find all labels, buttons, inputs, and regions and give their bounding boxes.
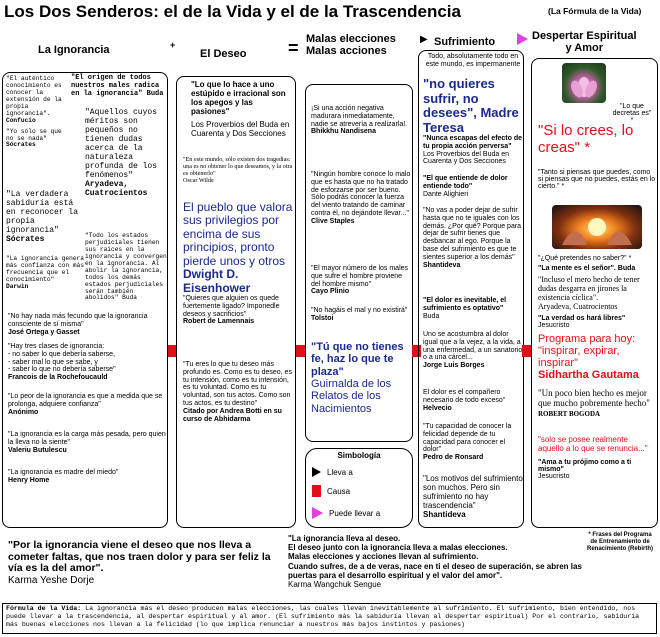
quote-buda-origen: "El origen de todos nuestros males radica en la ignorancia" Buda [71,74,164,98]
quote-home: "La ignorancia es madre del miedo" Henry Home [8,469,119,484]
legend-title: Simbología [337,451,381,460]
quote-aryadeva: "Aquellos cuyos méritos son pequeños no tienen dudas acerca de la naturaleza profunda de los fenómenos" Aryadeva, Cuatrocientos [85,108,158,198]
quote-crees-creas: "Si lo crees, lo creas" * [538,122,634,156]
legend-row-puede [312,507,380,519]
quote-tolstoi: "No hagáis el mal y no existirá" Tolstoi [311,307,408,322]
quote-mente: "La mente es el señor". Buda [538,265,636,272]
quote-proverbios-perversa: "Nunca escapas del efecto de tu propia acción perversa" Los Proverbios del Buda en Cuarenta y Dos Secciones [423,135,523,166]
lotus-image [562,63,606,103]
triangle-icon [517,33,528,45]
quote-nandisena: ¡Si una acción negativa madurara inmediatamente, nadie se atrevería a realizarla!. Bhikkhu Nandisena [311,105,408,136]
arrow-icon [312,467,321,477]
quote-botti: "Tu eres lo que tu deseo más profundo es. Como es tu deseo, es tu intensión, como es tu intensión, es tu voluntad. Como es tu voluntad, son tus actos. Como son tus actos, es tu destino" Citado por Andrea Botti en su curso de Abhidarma [183,361,292,423]
quote-ama: "Ama a tu prójimo como a ti mismo" Jesucristo [538,459,632,480]
page-subtitle: (La Fórmula de la Vida) [548,6,642,16]
quote-bogoda: "Un poco bien hecho es mejor que mucho pobremente hecho" ROBERT BOGODA [538,388,650,418]
quote-confucio: "El auténtico conocimiento es conocer la extensión de la propia ignorancia". Confucio "Yo sólo se que no se nada" Sócrates [6,75,62,149]
bottom-note: * Frases del Programa de Entrenamiento de Renacimiento (Rebirth) [586,532,653,552]
connector-2 [296,345,305,357]
quote-dante: "El que entiende de dolor entiende todo" Dante Alighieri [423,175,508,198]
column-malas [305,84,413,442]
header-malas: Malas elecciones Malas acciones [306,33,396,57]
header-sufrimiento: Sufrimiento [434,36,496,48]
quote-programa: Programa para hoy: "inspirar, expirar, inspirar" Sidhartha Gautama [538,333,639,382]
quote-eisenhower: El pueblo que valora sus privilegios por encima de sus principios, pronto pierde unos y otros Dwight D. Eisenhower [183,200,293,295]
column-ignorancia [2,72,168,528]
quote-renuncia: "solo se posee realmente aquello a lo que se renuncia..." [538,435,648,453]
legend-box [305,448,413,528]
connector-icon [312,485,321,497]
quote-ronsard: "Tu capacidad de conocer la felicidad depende de tu capacidad para conocer el dolor" Pedro de Ronsard [423,423,512,462]
arrow-icon: ▶ [420,34,428,45]
quote-proverbios-apegos: "Lo que lo hace a uno estúpido e irracional son los apegos y las pasiones" Los Proverbios del Buda en Cuarenta y Dos Secciones [191,80,290,138]
triangle-icon [312,507,323,519]
bottom-quote-dorje: "Por la ignorancia viene el deseo que nos lleva a cometer faltas, que nos traen dolor y para ser feliz la vía es la del amor". Karma Yeshe Dorje [8,539,271,586]
quote-plinio: "El mayor número de los males que sufre el hombre proviene del hombre mismo" Cayo Plinio [311,265,409,296]
quote-teresa: "no quieres sufrir, no desees", Madre Teresa [423,76,519,135]
quote-shantideva-trascendencia: "Los motivos del sufrimiento son muchos. Pero sin sufrimiento no hay trascendencia" Shantideva [423,474,523,519]
column-despertar [531,58,658,528]
quote-helvecio: El dolor es el compañero necesario de todo exceso" Helvecio [423,389,506,412]
page-title: Los Dos Senderos: el de la Vida y el de la Trascendencia [4,2,461,21]
footer-formula: Fórmula de la Vida: La ignorancia más el deseo producen malas elecciones, las cuales llevan inevitablemente al sufrimiento. El sufrimiento, bien entendido, nos puede llevar a la trascendencia, al despertar espiritual y al amor. (El sufrimiento más la sabiduría llevan al despertar espiritual) Por el contrario, sabiduría más buenas elecciones nos llevan a la felicidad (lo que implica renunciar a nuestros más bajos instintos y pasiones) [2,603,657,634]
legend-lleva-label: Lleva a [327,467,353,477]
plus-operator: + [170,40,176,50]
quote-buda-estados: "Todo los estados perjudiciales tienen sus raíces en la ignorancia y convergen en la ignorancia. Al abolir la ignorancia, todos los demás estados perjudiciales serán también abolidos" Buda [85,232,167,302]
quote-borges: Uno se acostumbra al dolor igual que a la vejez, a la vida, a una enfermedad, a un sanatorio o a una cárcel... Jorge Luis Borges [423,331,523,370]
legend-causa-label: Causa [327,486,351,496]
header-despertar: Despertar Espiritual y Amor [532,30,637,55]
quote-impermanente: Todo, absolutamente todo en este mundo, es impermanente [425,53,521,68]
legend-row-lleva [312,467,353,477]
connector-4 [522,345,531,357]
legend-row-causa [312,485,350,497]
quote-aryadeva-dudas: "Incluso el mero hecho de tener dudas desgarra en jirones la existencia cíclica". Aryadeva, Cuatrocientos [538,275,640,311]
bottom-quote-sengue: "La ignorancia lleva al deseo. El deseo junto con la ignorancia lleva a malas elecciones. Malas elecciones y acciones llevan al sufrimiento. Cuando sufres, de a de veras, nace en ti el deseo de superación, se abren las puertas para el desarrollo espiritual y el valor del amor". Karma Wangchuk Sengue [288,534,582,589]
column-deseo [176,76,296,528]
quote-darwin: "La ignorancia genera más confianza con más frecuencia que el conocimiento" Darwin [6,255,84,290]
lotus-icon [562,63,606,103]
quote-buda-dolor: "El dolor es inevitable, el sufrimiento es optativo" Buda [423,297,507,320]
decretas-caption: "Lo que decretas es" * [612,103,652,124]
quote-lamennais: "Quieres que alguien os quede fuertemente ligado? Imponedle deseos y sacrificios" Robert de Lamennais [183,295,280,326]
quote-butulescu: "La ignorancia es la carga más pesada, pero quien la lleva no la siente" Valeriu Butulescu [8,431,166,454]
quote-shantideva-ego: "No vas a poder dejar de sufrir hasta que no te iguales con los demás. ¿Por qué? Porque para dejar de sufrir tienes que desbancar al ego. Porque la base del sufrimiento es que te sientes superior a los demás" Shantideva [423,207,522,269]
hands-light-image [552,205,642,249]
header-ignorancia: La Ignorancia [38,44,110,56]
quote-anonimo: "Lo peor de la ignorancia es que a medida que se prolonga, adquiere confianza" Anónimo [8,393,163,416]
header-deseo: El Deseo [200,48,247,60]
hands-icon [552,205,642,249]
quote-verdad: "La verdad os hará libres" Jesucristo [538,315,626,329]
quote-guirnalda: "Tú que no tienes fe, haz lo que te plaza" Guirnalda de los Relatos de los Nacimientos [311,341,404,415]
quote-wilde: "En este mundo, sólo existen dos tragedias: una es no obtener lo que deseamos, y la otra es obtenerlo" Oscar Wilde [183,156,293,184]
quote-pretendes: "¿Qué pretendes no saber?" * [538,255,632,262]
column-sufrimiento [418,50,524,528]
equals-operator: = [288,38,299,58]
legend-puede-label: Puede llevar a [329,508,381,518]
quote-ortega: "No hay nada más fecundo que la ignorancia consciente de sí misma" José Ortega y Gasset [8,313,148,336]
quote-rochefoucauld: "Hay tres clases de ignorancia: - no saber lo que debería saberse, - saber mal lo que se sabe, y - saber lo que no debería saberse" Francois de la Rochefoucauld [8,343,116,382]
quote-staples: "Ningún hombre conoce lo malo que es hasta que no ha tratado de esforzarse por ser bueno. Sólo podrás conocer la fuerza del viento tratando de caminar contra él, no dejándote llevar..." Clive Staples [311,171,411,225]
quote-socrates: "La verdadera sabiduría está en reconocer la propia ignorancia" Sócrates [6,190,79,244]
quote-puedes: "Tanto si piensas que puedes, como si piensas que no puedes, estás en lo cierto." * [538,169,656,190]
